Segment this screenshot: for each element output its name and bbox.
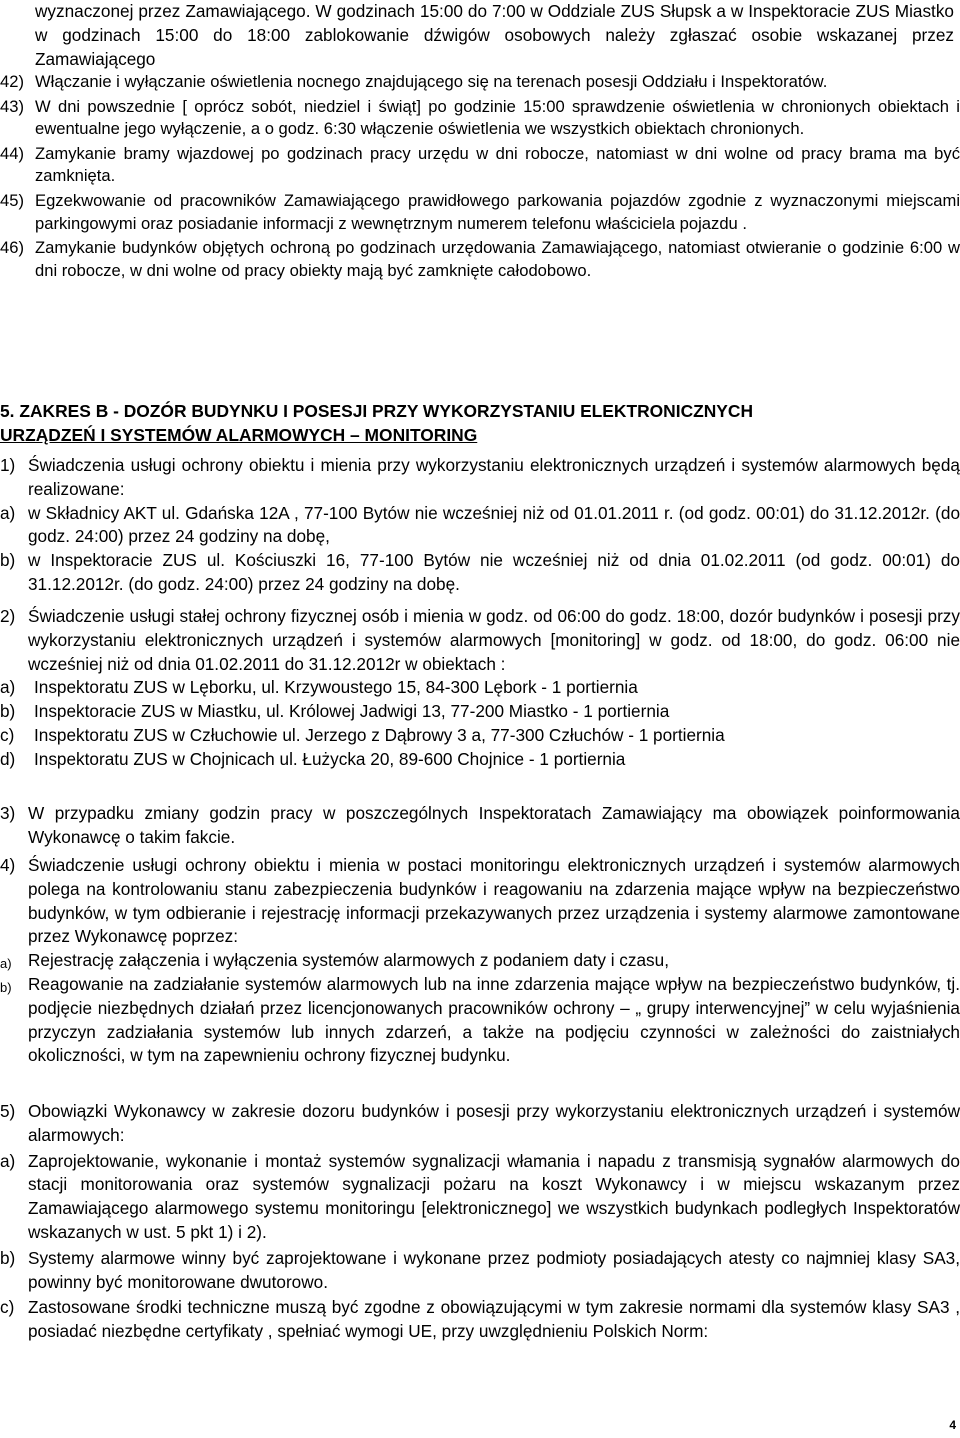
list-item-text: Systemy alarmowe winny być zaprojektowane i wykonane przez podmioty posiadających atesty co najmniej klasy SA3, powinny być monitorowane dwutorowo. [28,1247,960,1292]
point-text: Świadczenie usługi ochrony obiektu i mienia w postaci monitoringu elektronicznych urządzeń i systemów alarmowych polega na kontrolowaniu stanu zabezpieczenia budynków i reagowaniu na zdarzenia mające wpływ na bezpieczeństwo budynków, w tym odbieranie i rejestrację informacji przekazywanych przez urządzenia i systemy alarmowe zamontowane przez Wykonawcę poprzez: [28,855,960,947]
point-1 [0,454,960,597]
list-item-text: W dni powszednie [ oprócz sobót, niedziel i świąt] po godzinie 15:00 sprawdzenie oświetlenia w chronionych obiektach i ewentualne jego wyłączenie, a o godz. 6:30 włączenie oświetlenia we wszystkich obiektach chronionych. [35,96,960,139]
list-item-letter: d) [0,748,16,769]
list-item [0,549,960,597]
section-heading-line-2 [0,423,960,447]
list-item-text: Reagowanie na zadziałanie systemów alarmowych lub na inne zdarzenia mające wpływ na bezpieczeństwo budynków, tj. podjęcie niezbędnych działań przez licencjonowanych pracowników ochrony – „ grupy interwencyjnej” w celu wyjaśnienia przyczyn zadziałania systemów lub innych zdarzeń, a także na podjęciu czynności w zależności do zaistniałych okoliczności, w tym na zapewnieniu ochrony fizycznej budynku. [28,973,960,1066]
point-4-intro [0,854,960,949]
list-item-letter: a) [0,677,16,698]
list-item [0,1247,960,1295]
point-number: 3) [0,803,16,823]
list-item-text: Włączanie i wyłączanie oświetlenia nocnego znajdującego się na terenach posesji Oddziału i Inspektoratów. [35,72,828,91]
list-item-text: w Inspektoracie ZUS ul. Kościuszki 16, 77-100 Bytów nie wcześniej niż od dnia 01.02.2011 (od godz. 00:01) do 31.12.2012r. (do godz. 24:00) przez 24 godziny na dobę. [28,550,960,594]
list-item [0,949,960,973]
list-item [0,1296,960,1344]
list-item [0,502,960,550]
point-5 [0,1100,960,1344]
point-number: 1) [0,455,16,475]
point-2 [0,605,960,772]
list-item-number: 42) [0,72,24,91]
list-item [0,724,960,748]
list-item [0,973,960,1068]
list-item [0,748,960,772]
continuation-paragraph [0,0,960,71]
point-text: W przypadku zmiany godzin pracy w poszczególnych Inspektoratach Zamawiający ma obowiązek poinformowania Wykonawcę o takim fakcie. [28,803,960,847]
point-5-intro [0,1100,960,1148]
list-item-text: Inspektoratu ZUS w Chojnicach ul. Łużycka 20, 89-600 Chojnice - 1 portiernia [34,748,626,769]
list-item-text: Egzekwowanie od pracowników Zamawiającego prawidłowego parkowania pojazdów zgodnie z wyznaczonymi miejscami parkingowymi oraz posiadanie informacji z wewnętrznym numerem telefonu właściciela pojazdu . [35,190,960,233]
list-item-letter: c) [0,724,15,745]
list-item-letter: a) [0,1150,16,1171]
continuation-text: wyznaczonej przez Zamawiającego. W godzinach 15:00 do 7:00 w Oddziale ZUS Słupsk a w Inspektoracie ZUS Miastko w godzinach 15:00 do 18:00 zablokowanie dźwigów osobowych należy zgłaszać osobie wskazanej przez Zamawiającego [35,1,954,69]
list-item [0,190,960,235]
list-item-number: 43) [0,96,24,116]
list-item-number: 45) [0,190,24,210]
list-item-number: 46) [0,238,24,258]
point-number: 2) [0,606,16,626]
numbered-list-42-46 [0,71,960,282]
list-item-letter: a) [0,956,12,972]
list-item-letter: a) [0,502,16,523]
list-item [0,700,960,724]
section-number: 5. [0,401,15,421]
list-item-letter: b) [0,979,12,995]
list-item-text: Inspektoracie ZUS w Miastku, ul. Królowej Jadwigi 13, 77-200 Miastko - 1 portiernia [34,701,670,722]
point-text: Obowiązki Wykonawcy w zakresie dozoru budynków i posesji przy wykorzystaniu elektronicznych urządzeń i systemów alarmowych: [28,1101,960,1145]
list-item-number: 44) [0,143,24,163]
point-1-intro [0,454,960,502]
list-item-text: Zamykanie budynków objętych ochroną po godzinach urzędowania Zamawiającego, natomiast otwieranie o godzinie 6:00 w dni robocze, w dni wolne od pracy obiekty mają być zamknięte całodobowo. [35,238,960,280]
section-title-line-2: URZĄDZEŃ I SYSTEMÓW ALARMOWYCH – MONITORING [0,425,478,445]
list-item [0,96,960,141]
list-item-text: Inspektoratu ZUS w Lęborku, ul. Krzywoustego 15, 84-300 Lębork - 1 portiernia [34,677,638,698]
point-2-intro [0,605,960,676]
point-text: Świadczenia usługi ochrony obiektu i mienia przy wykorzystaniu elektronicznych urządzeń i systemów alarmowych będą realizowane: [28,455,960,499]
point-number: 5) [0,1101,16,1121]
page-number: 4 [949,1418,956,1432]
list-item [0,1150,960,1245]
list-item-letter: b) [0,1247,16,1268]
list-item-text: Zamykanie bramy wjazdowej po godzinach pracy urzędu w dni robocze, natomiast w dni wolne od pracy brama ma być zamknięta. [35,143,960,186]
list-item-text: Rejestrację załączenia i wyłączenia systemów alarmowych z podaniem daty i czasu, [28,950,669,971]
point-4 [0,854,960,1068]
list-item [0,237,960,282]
list-item-text: w Składnicy AKT ul. Gdańska 12A , 77-100 Bytów nie wcześniej niż od 01.01.2011 r. (od godz. 00:01) do 31.12.2012r. (do godz. 24:00) przez 24 godziny na dobę, [28,502,960,547]
point-3-text-row [0,802,960,850]
point-text: Świadczenie usługi stałej ochrony fizycznej osób i mienia w godz. od 06:00 do godz. 18:00, dozór budynków i posesji przy wykorzystaniu elektronicznych urządzeń i systemów alarmowych [monitoring] w godz. od 18:00, do godz. 06:00 nie wcześniej niż od dnia 01.02.2011 do 31.12.2012r w obiektach : [28,606,960,674]
section-heading [0,399,960,447]
list-item-letter: c) [0,1297,15,1318]
list-item-text: Inspektoratu ZUS w Człuchowie ul. Jerzego z Dąbrowy 3 a, 77-300 Człuchów - 1 portiernia [34,724,725,745]
list-item-letter: b) [0,550,16,571]
section-heading-line-1 [0,399,960,423]
point-number: 4) [0,855,16,875]
list-item [0,143,960,188]
point-3 [0,802,960,850]
list-item-text: Zaprojektowanie, wykonanie i montaż systemów sygnalizacji włamania i napadu z transmisją sygnałów alarmowych do stacji monitorowania oraz systemów sygnalizacji pożaru na koszt Wykonawcy i w miejscu wskazanym przez Zamawiającego alarmowego systemu monitoringu [elektronicznego] we wszystkich budynkach podległych Inspektoratów wskazanych w ust. 5 pkt 1) i 2). [28,1150,960,1242]
list-item [0,676,960,700]
list-item-text: Zastosowane środki techniczne muszą być zgodne z obowiązującymi w tym zakresie normami dla systemów klasy SA3 , posiadać niezbędne certyfikaty , spełniać wymogi UE, przy uwzględnieniu Polskich Norm: [28,1297,960,1342]
list-item-letter: b) [0,701,16,722]
list-item [0,71,960,94]
section-title-line-1: ZAKRES B - DOZÓR BUDYNKU I POSESJI PRZY WYKORZYSTANIU ELEKTRONICZNYCH [19,401,754,421]
